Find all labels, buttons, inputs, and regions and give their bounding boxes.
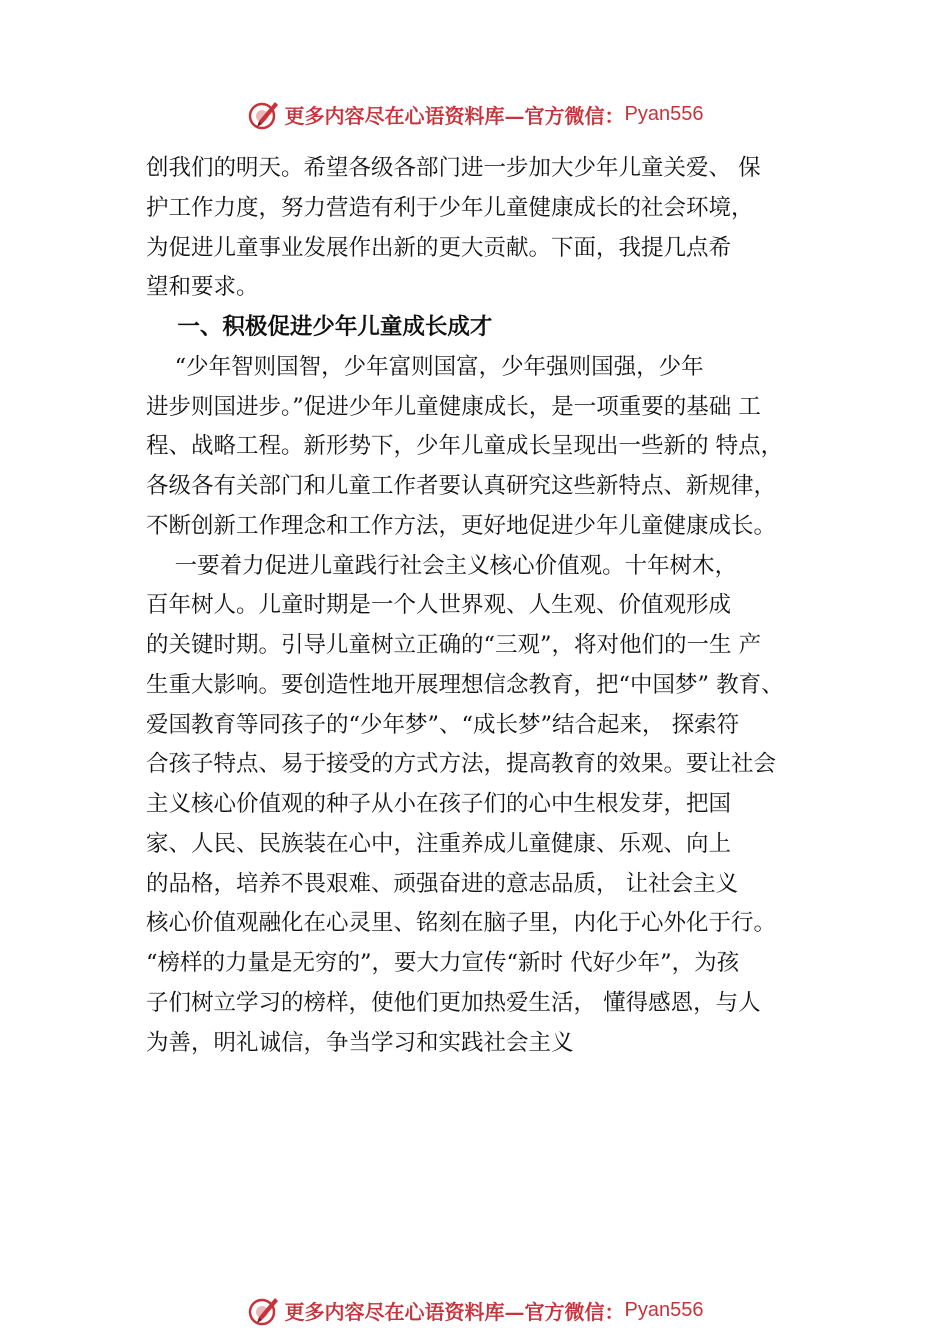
footer-banner-text: 更多内容尽在心语资料库—官方微信： [284,1299,625,1324]
page-footer-banner [0,1290,950,1330]
text-line: 爱国教育等同孩子的“少年梦”、“成长梦”结合起来， 探索符 [146,711,740,738]
page-header-banner [0,94,950,134]
text-line: 主义核心价值观的种子从小在孩子们的心中生根发芽，把国 [146,791,732,817]
pen-seal-icon [247,97,281,131]
text-line: 为促进儿童事业发展作出新的更大贡献。下面，我提几点希 [146,234,732,261]
header-banner-text: 更多内容尽在心语资料库—官方微信： [284,103,625,128]
text-line: 百年树人。儿童时期是一个人世界观、人生观、价值观形成 [146,592,732,619]
section-heading: 一、积极促进少年儿童成长成才 [146,314,493,340]
text-line: 家、人民、民族装在心中，注重养成儿童健康、乐观、向上 [146,830,732,857]
text-line: 核心价值观融化在心灵里、铭刻在脑子里，内化于心外化于行。 [146,910,777,937]
text-line: 的关键时期。引导儿童树立正确的“三观”，将对他们的一生 产 [146,632,762,658]
text-line: “少年智则国智，少年富则国富，少年强则国强，少年 [146,353,704,380]
text-line: 生重大影响。要创造性地开展理想信念教育，把“中国梦” 教育、 [146,671,784,698]
text-line: 望和要求。 [146,274,259,301]
text-line: 一要着力促进儿童践行社会主义核心价值观。十年树木， [146,552,738,579]
text-line: 不断创新工作理念和工作方法，更好地促进少年儿童健康成长。 [146,512,777,539]
header-wechat-id: Pyan556 [624,102,704,125]
text-line: 各级各有关部门和儿童工作者要认真研究这些新特点、新规律， [146,473,777,499]
footer-wechat-id: Pyan556 [624,1298,704,1321]
text-line: 创我们的明天。希望各级各部门进一步加大少年儿童关爱、 保 [146,155,761,181]
text-line: 程、战略工程。新形势下，少年儿童成长呈现出一些新的 特点， [146,433,784,460]
text-line: 进步则国进步。”促进少年儿童健康成长，是一项重要的基础 工 [146,393,761,420]
text-line: 合孩子特点、易于接受的方式方法，提高教育的效果。要让社会 [146,751,777,778]
text-line: 护工作力度，努力营造有利于少年儿童健康成长的社会环境， [146,194,754,221]
document-body [146,149,856,1063]
text-line: 为善，明礼诚信，争当学习和实践社会主义 [146,1029,574,1056]
text-line: “榜样的力量是无穷的”，要大力宣传“新时 代好少年”，为孩 [146,950,740,976]
pen-seal-icon [247,1293,281,1327]
text-line: 的品格，培养不畏艰难、顽强奋进的意志品质， 让社会主义 [146,870,739,897]
text-line: 子们树立学习的榜样，使他们更加热爱生活， 懂得感恩，与人 [146,989,761,1016]
